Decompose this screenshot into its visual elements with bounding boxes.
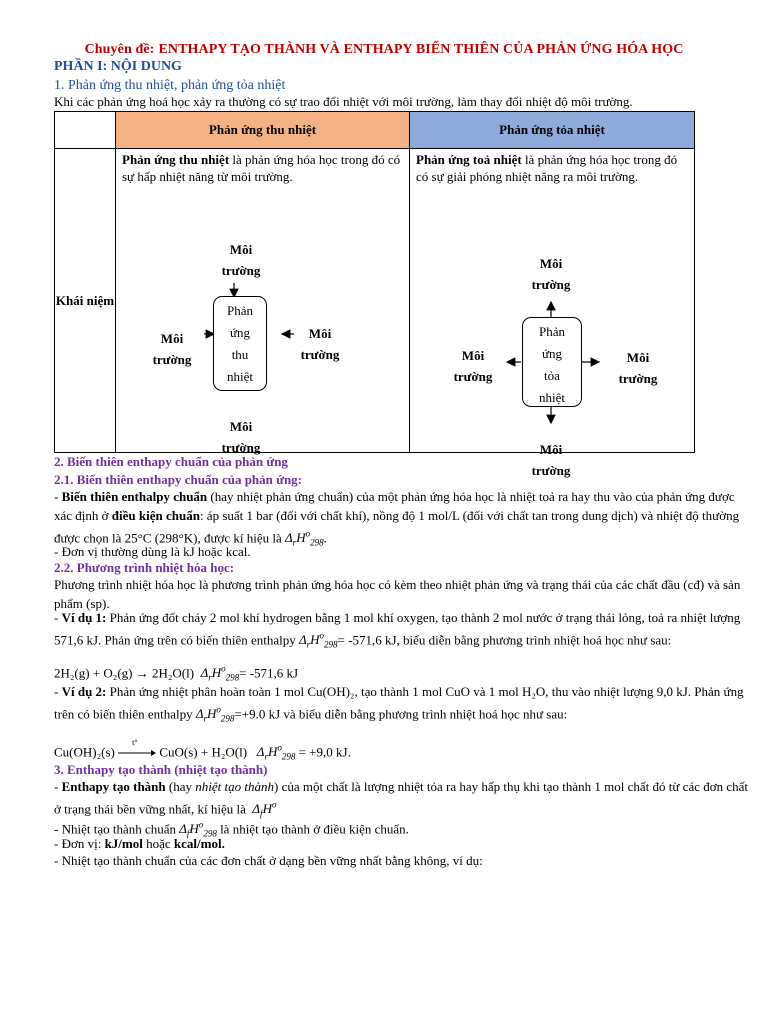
section1-heading: 1. Phản ứng thu nhiệt, phản ứng tỏa nhiệt bbox=[54, 78, 286, 93]
endothermic-term: Phản ứng thu nhiệt bbox=[122, 152, 230, 167]
document-title bbox=[0, 42, 768, 58]
standard-enthalpy-paragraph: - Biến thiên enthalpy chuẩn (hay nhiệt phản ứng chuẩn) của một phản ứng hóa học là nhiệt toả ra hay thu vào của phản ứng được xác định ở điều kiện chuẩn: áp suất 1 bar (đối với chất khí), nồng độ 1 mol/L (đối với chất tan trong dung dịch) và nhiệt độ thường được chọn là 25°C (298°K), được kí hiệu là $\Delta_rH^o_{298}$. bbox=[54, 489, 740, 548]
endothermic-def-text: là phản ứng hóa học trong đó có sự hấp nhiệt năng từ môi trường. bbox=[122, 152, 401, 184]
elements-zero-line: - Nhiệt tạo thành chuẩn của các đơn chất ở dạng bền vững nhất bằng không, ví dụ: bbox=[54, 853, 483, 868]
example2-paragraph: - Ví dụ 2: Phản ứng nhiệt phân hoàn toàn 1 mol Cu(OH)₂, tạo thành 1 mol CuO và 1 mol H₂O, thu vào nhiệt lượng 9,0 kJ. Phản ứng trên có biến thiên enthalpy $\Delta_rH^o_{298}=+9.0$ kJ và biểu diễn bằng phương trình nhiệt hoá học như sau: bbox=[54, 684, 744, 724]
row-label-concept: Khái niệm bbox=[55, 149, 116, 453]
environment-left: Môi trường bbox=[453, 348, 493, 384]
table-corner-cell bbox=[55, 112, 116, 149]
section2-1-heading: 2.1. Biến thiên enthapy chuẩn của phản ứng: bbox=[54, 472, 303, 487]
unit-line: - Đơn vị thường dùng là kJ hoặc kcal. bbox=[54, 544, 251, 559]
header-endothermic: Phản ứng thu nhiệt bbox=[116, 112, 410, 149]
section1-intro: Khi các phản ứng hoá học xảy ra thường có sự trao đổi nhiệt với môi trường, làm thay đổi nhiệt độ môi trường. bbox=[54, 94, 633, 109]
equation-2: Cu(OH)₂(s) t° CuO(s) + H₂O(l) $\Delta_rH^o_{298} = +9,0$ kJ. bbox=[54, 738, 351, 762]
exothermic-def-text: là phản ứng hóa học trong đó có sự giải phóng nhiệt năng ra môi trường. bbox=[416, 152, 678, 184]
endothermic-cell bbox=[116, 149, 410, 453]
title-main: ENTHAPY TẠO THÀNH VÀ ENTHAPY BIẾN THIÊN CỦA PHẢN ỨNG HÓA HỌC bbox=[158, 42, 684, 57]
table-concept-row bbox=[55, 149, 695, 453]
header-exothermic: Phản ứng tỏa nhiệt bbox=[410, 112, 695, 149]
formation-unit-line: - Đơn vị: kJ/mol hoặc kcal/mol. bbox=[54, 836, 225, 851]
section3-heading: 3. Enthapy tạo thành (nhiệt tạo thành) bbox=[54, 762, 268, 777]
equation-1: 2H₂(g) + O₂(g) → 2H₂O(l) $\Delta_rH^o_{298}= -571,6$ kJ bbox=[54, 664, 299, 683]
environment-right: Môi trường bbox=[618, 350, 658, 386]
exothermic-term: Phản ứng toả nhiệt bbox=[416, 152, 522, 167]
endothermic-reaction-box: Phản ứng thu nhiệt bbox=[213, 296, 267, 391]
heat-arrow: t° bbox=[118, 747, 156, 759]
thermochemical-definition: Phương trình nhiệt hóa học là phương trình phản ứng hóa học có kèm theo nhiệt phản ứng và trạng thái của các chất đầu (cđ) và sản phẩm (sp). bbox=[54, 577, 741, 611]
environment-bottom: Môi trường bbox=[221, 419, 261, 455]
environment-right: Môi trường bbox=[300, 326, 340, 362]
section2-2-heading: 2.2. Phương trình nhiệt hóa học: bbox=[54, 560, 235, 575]
exothermic-cell bbox=[410, 149, 695, 478]
environment-bottom: Môi trường bbox=[531, 442, 571, 478]
environment-left: Môi trường bbox=[152, 331, 192, 367]
exothermic-reaction-box: Phản ứng tỏa nhiệt bbox=[522, 317, 582, 407]
environment-top: Môi trường bbox=[221, 242, 261, 278]
standard-formation-line: - Nhiệt tạo thành chuẩn $\Delta_fH^o_{298}$ là nhiệt tạo thành ở điều kiện chuẩn. bbox=[54, 820, 409, 839]
environment-top: Môi trường bbox=[531, 256, 571, 292]
part-heading: PHẦN I: NỘI DUNG bbox=[54, 59, 182, 74]
section2-heading: 2. Biến thiên enthapy chuẩn của phản ứng bbox=[54, 454, 288, 469]
table-header-row bbox=[55, 112, 695, 149]
title-prefix: Chuyên đề: bbox=[84, 42, 155, 57]
formation-enthalpy-paragraph: - Enthapy tạo thành (hay nhiệt tạo thành) của một chất là lượng nhiệt tỏa ra hay hấp thụ khi tạo thành 1 mol chất đó từ các đơn chất ở trạng thái bền vững nhất, kí hiệu là $\Delta_fH^o$ bbox=[54, 779, 749, 819]
example1-paragraph: - Ví dụ 1: Phản ứng đốt cháy 2 mol khí hydrogen bằng 1 mol khí oxygen, tạo thành 2 mol nước ở trạng thái lỏng, toả ra nhiệt lượng 571,6 kJ. Phản ứng trên có biến thiên enthalpy $\Delta_rH^o_{298}= -571,6$ kJ, biểu diễn bằng phương trình nhiệt hoá học như sau: bbox=[54, 610, 741, 650]
